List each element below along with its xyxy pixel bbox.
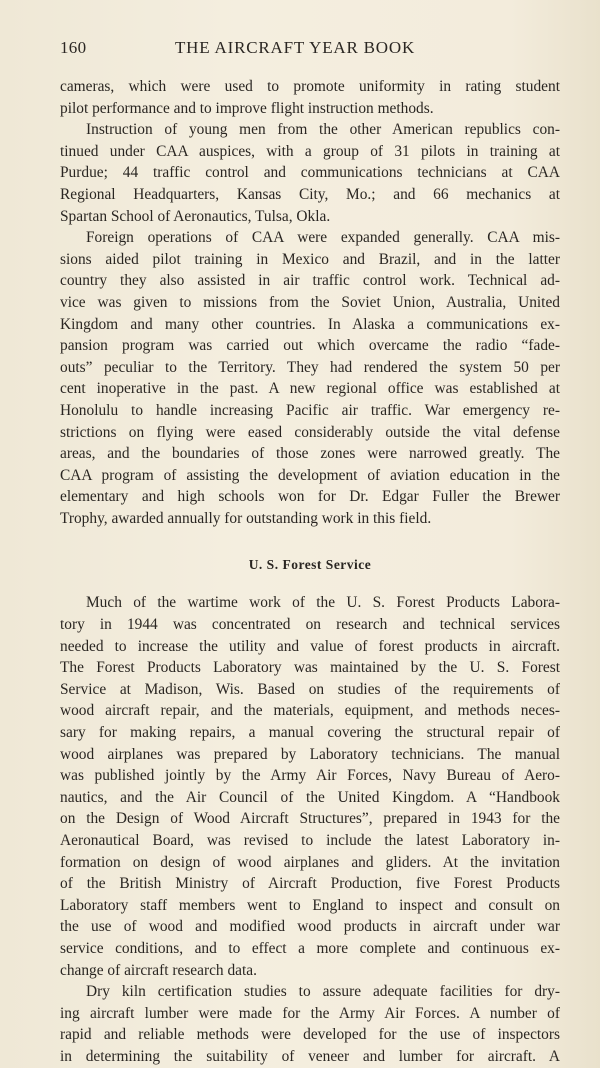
text-line: nautics, and the Air Council of the United Kingdom. A “Handbook (60, 788, 560, 806)
text-line: was published jointly by the Army Air Forces, Navy Bureau of Aero- (60, 767, 560, 785)
text-line: service conditions, and to effect a more complete and continuous ex- (60, 939, 560, 957)
text-line: sions aided pilot training in Mexico and Brazil, and in the latter (60, 250, 560, 268)
text-line: Purdue; 44 traffic control and communications technicians at CAA (60, 164, 560, 182)
text-line: tinued under CAA auspices, with a group of 31 pilots in training at (60, 142, 560, 160)
text-line: Kingdom and many other countries. In Alaska a communications ex- (60, 315, 560, 333)
text-line: Dry kiln certification studies to assure adequate facilities for dry- (86, 983, 560, 1001)
running-title: THE AIRCRAFT YEAR BOOK (175, 38, 416, 57)
text-line: cameras, which were used to promote uniformity in rating student (60, 78, 560, 95)
text-line: pilot performance and to improve flight instruction methods. (60, 99, 434, 117)
text-line: tory in 1944 was concentrated on research and technical services (60, 616, 560, 634)
text-line: cent inoperative in the past. A new regional office was established at (60, 380, 560, 398)
text-line: needed to increase the utility and value of forest products in aircraft. (60, 637, 560, 655)
text-line: CAA program of assisting the development of aviation education in the (60, 466, 560, 484)
text-line: Regional Headquarters, Kansas City, Mo.; and 66 mechanics at (60, 185, 560, 203)
text-line: wood airplanes was prepared by Laboratory technicians. The manual (60, 745, 560, 763)
paragraph (60, 981, 560, 1067)
paragraph (60, 76, 560, 119)
text-line: Much of the wartime work of the U. S. Forest Products Labora- (86, 594, 560, 612)
text-line: Spartan School of Aeronautics, Tulsa, Okla. (60, 207, 331, 225)
paragraph (60, 592, 560, 981)
text-line: formation on design of wood airplanes and gliders. At the invitation (60, 853, 560, 871)
paragraph (60, 119, 560, 227)
text-line: elementary and high schools won for Dr. Edgar Fuller the Brewer (60, 488, 560, 506)
text-line: outs” peculiar to the Territory. They had rendered the system 50 per (60, 358, 560, 376)
page-number: 160 (60, 38, 87, 57)
paragraph (60, 227, 560, 529)
running-head (60, 38, 560, 60)
text-line: Trophy, awarded annually for outstanding work in this field. (60, 509, 432, 527)
text-line: in determining the suitability of veneer and lumber for aircraft. A (60, 1047, 560, 1065)
text-line: Laboratory staff members went to England to inspect and consult on (60, 896, 560, 914)
text-line: wood aircraft repair, and the materials, equipment, and methods neces- (60, 702, 560, 720)
text-line: Aeronautical Board, was revised to include the latest Laboratory in- (60, 832, 560, 849)
text-line: The Forest Products Laboratory was maintained by the U. S. Forest (60, 659, 560, 677)
text-line: the use of wood and modified wood products in aircraft under war (60, 918, 560, 936)
section-heading: U. S. Forest Service (248, 557, 372, 573)
text-line: areas, and the boundaries of those zones were narrowed greatly. The (60, 445, 560, 463)
text-line: vice was given to missions from the Soviet Union, Australia, United (60, 293, 560, 311)
text-line: change of aircraft research data. (60, 961, 257, 979)
text-line: country they also assisted in air traffic control work. Technical ad- (60, 272, 560, 290)
text-line: Service at Madison, Wis. Based on studies of the requirements of (60, 680, 560, 698)
text-line: Instruction of young men from the other American republics con- (86, 121, 560, 139)
text-line: on the Design of Wood Aircraft Structures”, prepared in 1943 for the (60, 810, 560, 828)
text-line: pansion program was carried out which overcame the radio “fade- (60, 337, 560, 355)
body-text (60, 76, 560, 1068)
text-line: sary for making repairs, a manual covering the structural repair of (60, 724, 560, 742)
text-line: of the British Ministry of Aircraft Production, five Forest Products (60, 875, 560, 893)
text-line: ing aircraft lumber were made for the Army Air Forces. A number of (60, 1004, 560, 1022)
text-line: rapid and reliable methods were developed for the use of inspectors (60, 1026, 560, 1044)
text-line: Foreign operations of CAA were expanded generally. CAA mis- (86, 229, 560, 247)
text-line: Honolulu to handle increasing Pacific air traffic. War emergency re- (60, 401, 560, 419)
text-line: strictions on flying were eased considerably outside the vital defense (60, 423, 560, 441)
